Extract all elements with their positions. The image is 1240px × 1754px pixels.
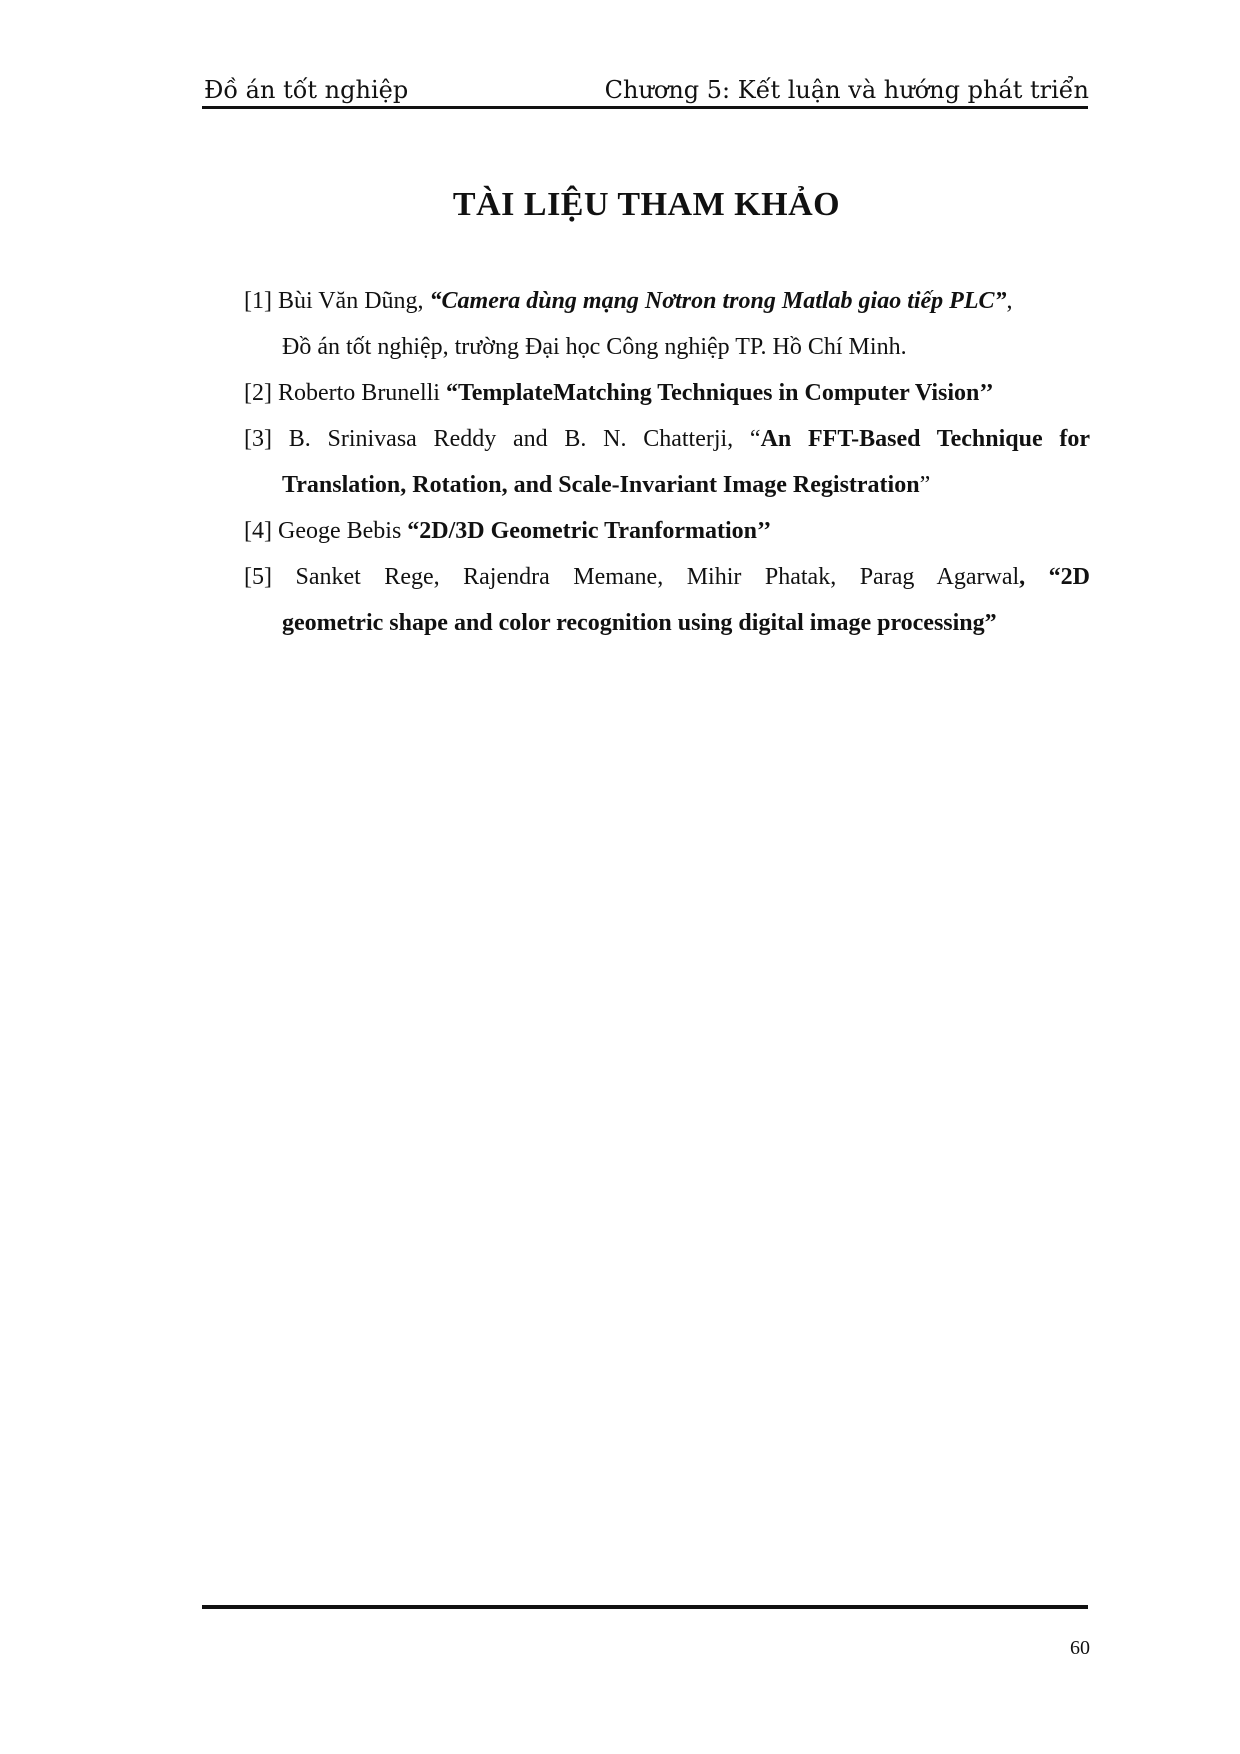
reference-author: B. Srinivasa Reddy and B. N. Chatterji, “	[288, 426, 761, 452]
reference-item-5	[244, 554, 1090, 646]
header-left-text: Đồ án tốt nghiệp	[204, 76, 409, 104]
reference-number: [5]	[244, 564, 272, 590]
reference-tail: ”	[919, 472, 931, 498]
reference-item-1	[244, 278, 1090, 370]
page-header	[204, 72, 1089, 106]
reference-title: “Camera dùng mạng Nơtron trong Matlab giao tiếp PLC”	[429, 288, 1007, 314]
reference-item-4	[244, 508, 1090, 554]
page-number: 60	[1070, 1637, 1090, 1659]
reference-title: , “2D	[1019, 564, 1090, 590]
header-divider	[202, 106, 1088, 109]
reference-item-2	[244, 370, 1090, 416]
page-title: TÀI LIỆU THAM KHẢO	[452, 186, 841, 223]
reference-number: [4]	[244, 518, 272, 544]
reference-author: Geoge Bebis	[277, 518, 408, 544]
reference-continuation: Đồ án tốt nghiệp, trường Đại học Công nghiệp TP. Hồ Chí Minh.	[282, 334, 907, 360]
reference-title: An FFT-Based Technique for	[760, 426, 1090, 452]
reference-title: “TemplateMatching Techniques in Computer Vision’’	[445, 380, 994, 406]
reference-item-3	[244, 416, 1090, 508]
reference-number: [3]	[244, 426, 272, 452]
reference-tail: ,	[1006, 288, 1013, 314]
reference-number: [1]	[244, 288, 272, 314]
header-right-text: Chương 5: Kết luận và hướng phát triển	[604, 76, 1089, 104]
reference-author: Sanket Rege, Rajendra Memane, Mihir Phatak, Parag Agarwal	[295, 564, 1020, 590]
reference-title-continuation: geometric shape and color recognition using digital image processing”	[282, 610, 997, 636]
footer-divider	[202, 1605, 1088, 1609]
reference-number: [2]	[244, 380, 272, 406]
reference-author: Bùi Văn Dũng,	[277, 288, 430, 314]
reference-title: “2D/3D Geometric Tranformation’’	[407, 518, 772, 544]
reference-title-continuation: Translation, Rotation, and Scale-Invariant Image Registration	[282, 472, 920, 498]
reference-list	[244, 278, 1090, 646]
reference-author: Roberto Brunelli	[277, 380, 446, 406]
